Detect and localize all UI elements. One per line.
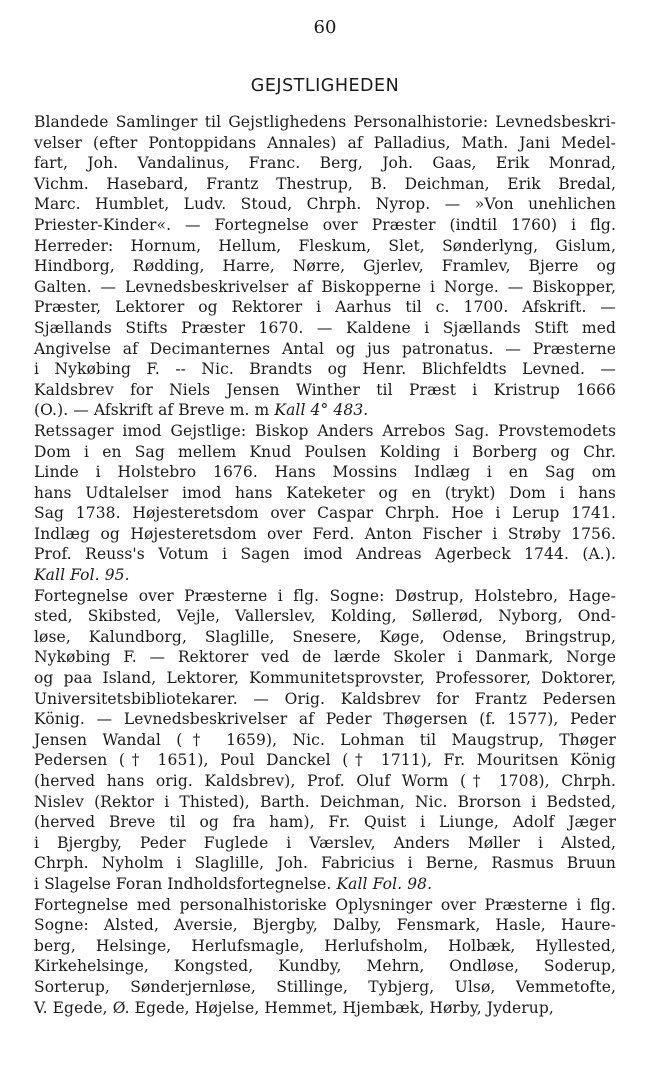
entry-line: Nykøbing F. — Rektorer ved de lærde Skoler i Danmark, Norge	[34, 648, 616, 667]
entry-line	[34, 565, 616, 586]
entry-line: Marc. Humblet, Ludv. Stoud, Chrph. Nyrop. — »Von unehlichen	[34, 195, 616, 214]
entry-line: Hindborg, Rødding, Harre, Nørre, Gjerlev, Framlev, Bjerre og	[34, 257, 616, 276]
entry-line: velser (efter Pontoppidans Annales) af Palladius, Math. Jani Medel-	[34, 133, 616, 152]
entry-line: Præster, Lektorer og Rektorer i Aarhus til c. 1700. Afskrift. —	[34, 298, 616, 317]
entry-line: V. Egede, Ø. Egede, Højelse, Hemmet, Hjembæk, Hørby, Jyderup,	[34, 998, 554, 1017]
entry-line: (O.). — Afskrift af Breve m. m Kall 4° 483.	[34, 401, 369, 420]
entry-line: i Bjergby, Peder Fuglede i Værslev, Anders Møller i Alsted,	[34, 833, 616, 852]
entry-line: Sag 1738. Højesteretsdom over Caspar Chrph. Hoe i Lerup 1741.	[34, 504, 616, 523]
entries-list	[34, 112, 616, 1018]
entry-line: Galten. — Levnedsbeskrivelser af Biskopperne i Norge. — Biskopper,	[34, 277, 616, 296]
entry-line: og paa Island, Lektorer, Kommunitetsprovster, Professorer, Doktorer,	[34, 669, 616, 688]
entry-line: løse, Kalundborg, Slaglille, Snesere, Køge, Odense, Bringstrup,	[34, 627, 616, 646]
entry-line: Prof. Reuss's Votum i Sagen imod Andreas Agerbeck 1744. (A.).	[34, 545, 616, 564]
entry-line: sted, Skibsted, Vejle, Vallerslev, Kolding, Søllerød, Nyborg, Ond-	[34, 607, 616, 626]
entry-line: Nislev (Rektor i Thisted), Barth. Deichman, Nic. Brorson i Bedsted,	[34, 792, 616, 811]
entry-line: König. — Levnedsbeskrivelser af Peder Thøgersen (f. 1577), Peder	[34, 710, 616, 729]
entry-line: Blandede Samlinger til Gejstlighedens Personalhistorie: Levnedsbeskri-	[34, 113, 616, 131]
entry-line: Kirkehelsinge, Kongsted, Kundby, Mehrn, Ondløse, Soderup,	[34, 957, 616, 976]
entry-line: fart, Joh. Vandalinus, Franc. Berg, Joh. Gaas, Erik Monrad,	[34, 154, 616, 173]
entry-line: Universitetsbibliotekarer. — Orig. Kaldsbrev for Frantz Pedersen	[34, 689, 616, 708]
entry-line: Vichm. Hasebard, Frantz Thestrup, B. Deichman, Erik Bredal,	[34, 174, 616, 193]
shelfmark: Kall Fol. 95.	[34, 566, 130, 585]
entry-line: i Nykøbing F. -- Nic. Brandts og Henr. Blichfeldts Levned. —	[34, 360, 616, 379]
entry-line: Retssager imod Gejstlige: Biskop Anders Arrebos Sag. Provstemodets	[34, 421, 616, 440]
page-heading: GEJSTLIGHEDEN	[250, 76, 400, 96]
entry-line: Chrph. Nyholm i Slaglille, Joh. Fabricius i Berne, Rasmus Bruun	[34, 854, 616, 873]
entry-line: Fortegnelse med personalhistoriske Oplysninger over Præsterne i flg.	[34, 895, 616, 914]
entry-line: (herved Breve til og fra ham), Fr. Quist i Liunge, Adolf Jæger	[34, 813, 616, 832]
entry-line: Sorterup, Sønderjernløse, Stillinge, Tybjerg, Ulsø, Vemmetofte,	[34, 977, 616, 996]
entry-line: Pedersen († 1651), Poul Danckel († 1711), Fr. Mouritsen König	[34, 751, 616, 770]
catalog-entry	[34, 586, 616, 895]
entry-line: Dom i en Sag mellem Knud Poulsen Kolding i Borberg og Chr.	[34, 442, 616, 461]
entry-line: Sjællands Stifts Præster 1670. — Kaldene i Sjællands Stift med	[34, 318, 616, 337]
entry-line: i Slagelse Foran Indholdsfortegnelse. Kall Fol. 98.	[34, 874, 433, 893]
shelfmark: Kall 4° 483.	[274, 401, 369, 420]
entry-line: Fortegnelse over Præsterne i flg. Sogne: Døstrup, Holstebro, Hage-	[34, 586, 616, 605]
shelfmark: Kall Fol. 98.	[336, 874, 433, 893]
entry-line: Sogne: Alsted, Aversie, Bjergby, Dalby, Fensmark, Hasle, Haure-	[34, 916, 616, 935]
page-number: 60	[313, 17, 337, 38]
entry-line: Angivelse af Decimanternes Antal og jus patronatus. — Præsterne	[34, 339, 616, 358]
entry-line: (herved hans orig. Kaldsbrev), Prof. Oluf Worm († 1708), Chrph.	[34, 772, 616, 790]
catalog-entry	[34, 421, 616, 586]
entry-line: hans Udtalelser imod hans Kateketer og en (trykt) Dom i hans	[34, 483, 616, 502]
entry-line: Kaldsbrev for Niels Jensen Winther til Præst i Kristrup 1666	[34, 380, 616, 399]
entry-line: Herreder: Hornum, Hellum, Fleskum, Slet, Sønderlyng, Gislum,	[34, 236, 616, 255]
entry-line: Jensen Wandal († 1659), Nic. Lohman til Maugstrup, Thøger	[34, 730, 616, 749]
catalog-entry	[34, 112, 616, 421]
catalog-entry	[34, 895, 616, 1019]
entry-line: Priester-Kinder«. — Fortegnelse over Præster (indtil 1760) i flg.	[34, 215, 616, 234]
entry-line: Indlæg og Højesteretsdom over Ferd. Anton Fischer i Strøby 1756.	[34, 524, 616, 543]
entry-line: berg, Helsinge, Herlufsmagle, Herlufsholm, Holbæk, Hyllested,	[34, 936, 616, 955]
entry-line: Linde i Holstebro 1676. Hans Mossins Indlæg i en Sag om	[34, 463, 616, 482]
